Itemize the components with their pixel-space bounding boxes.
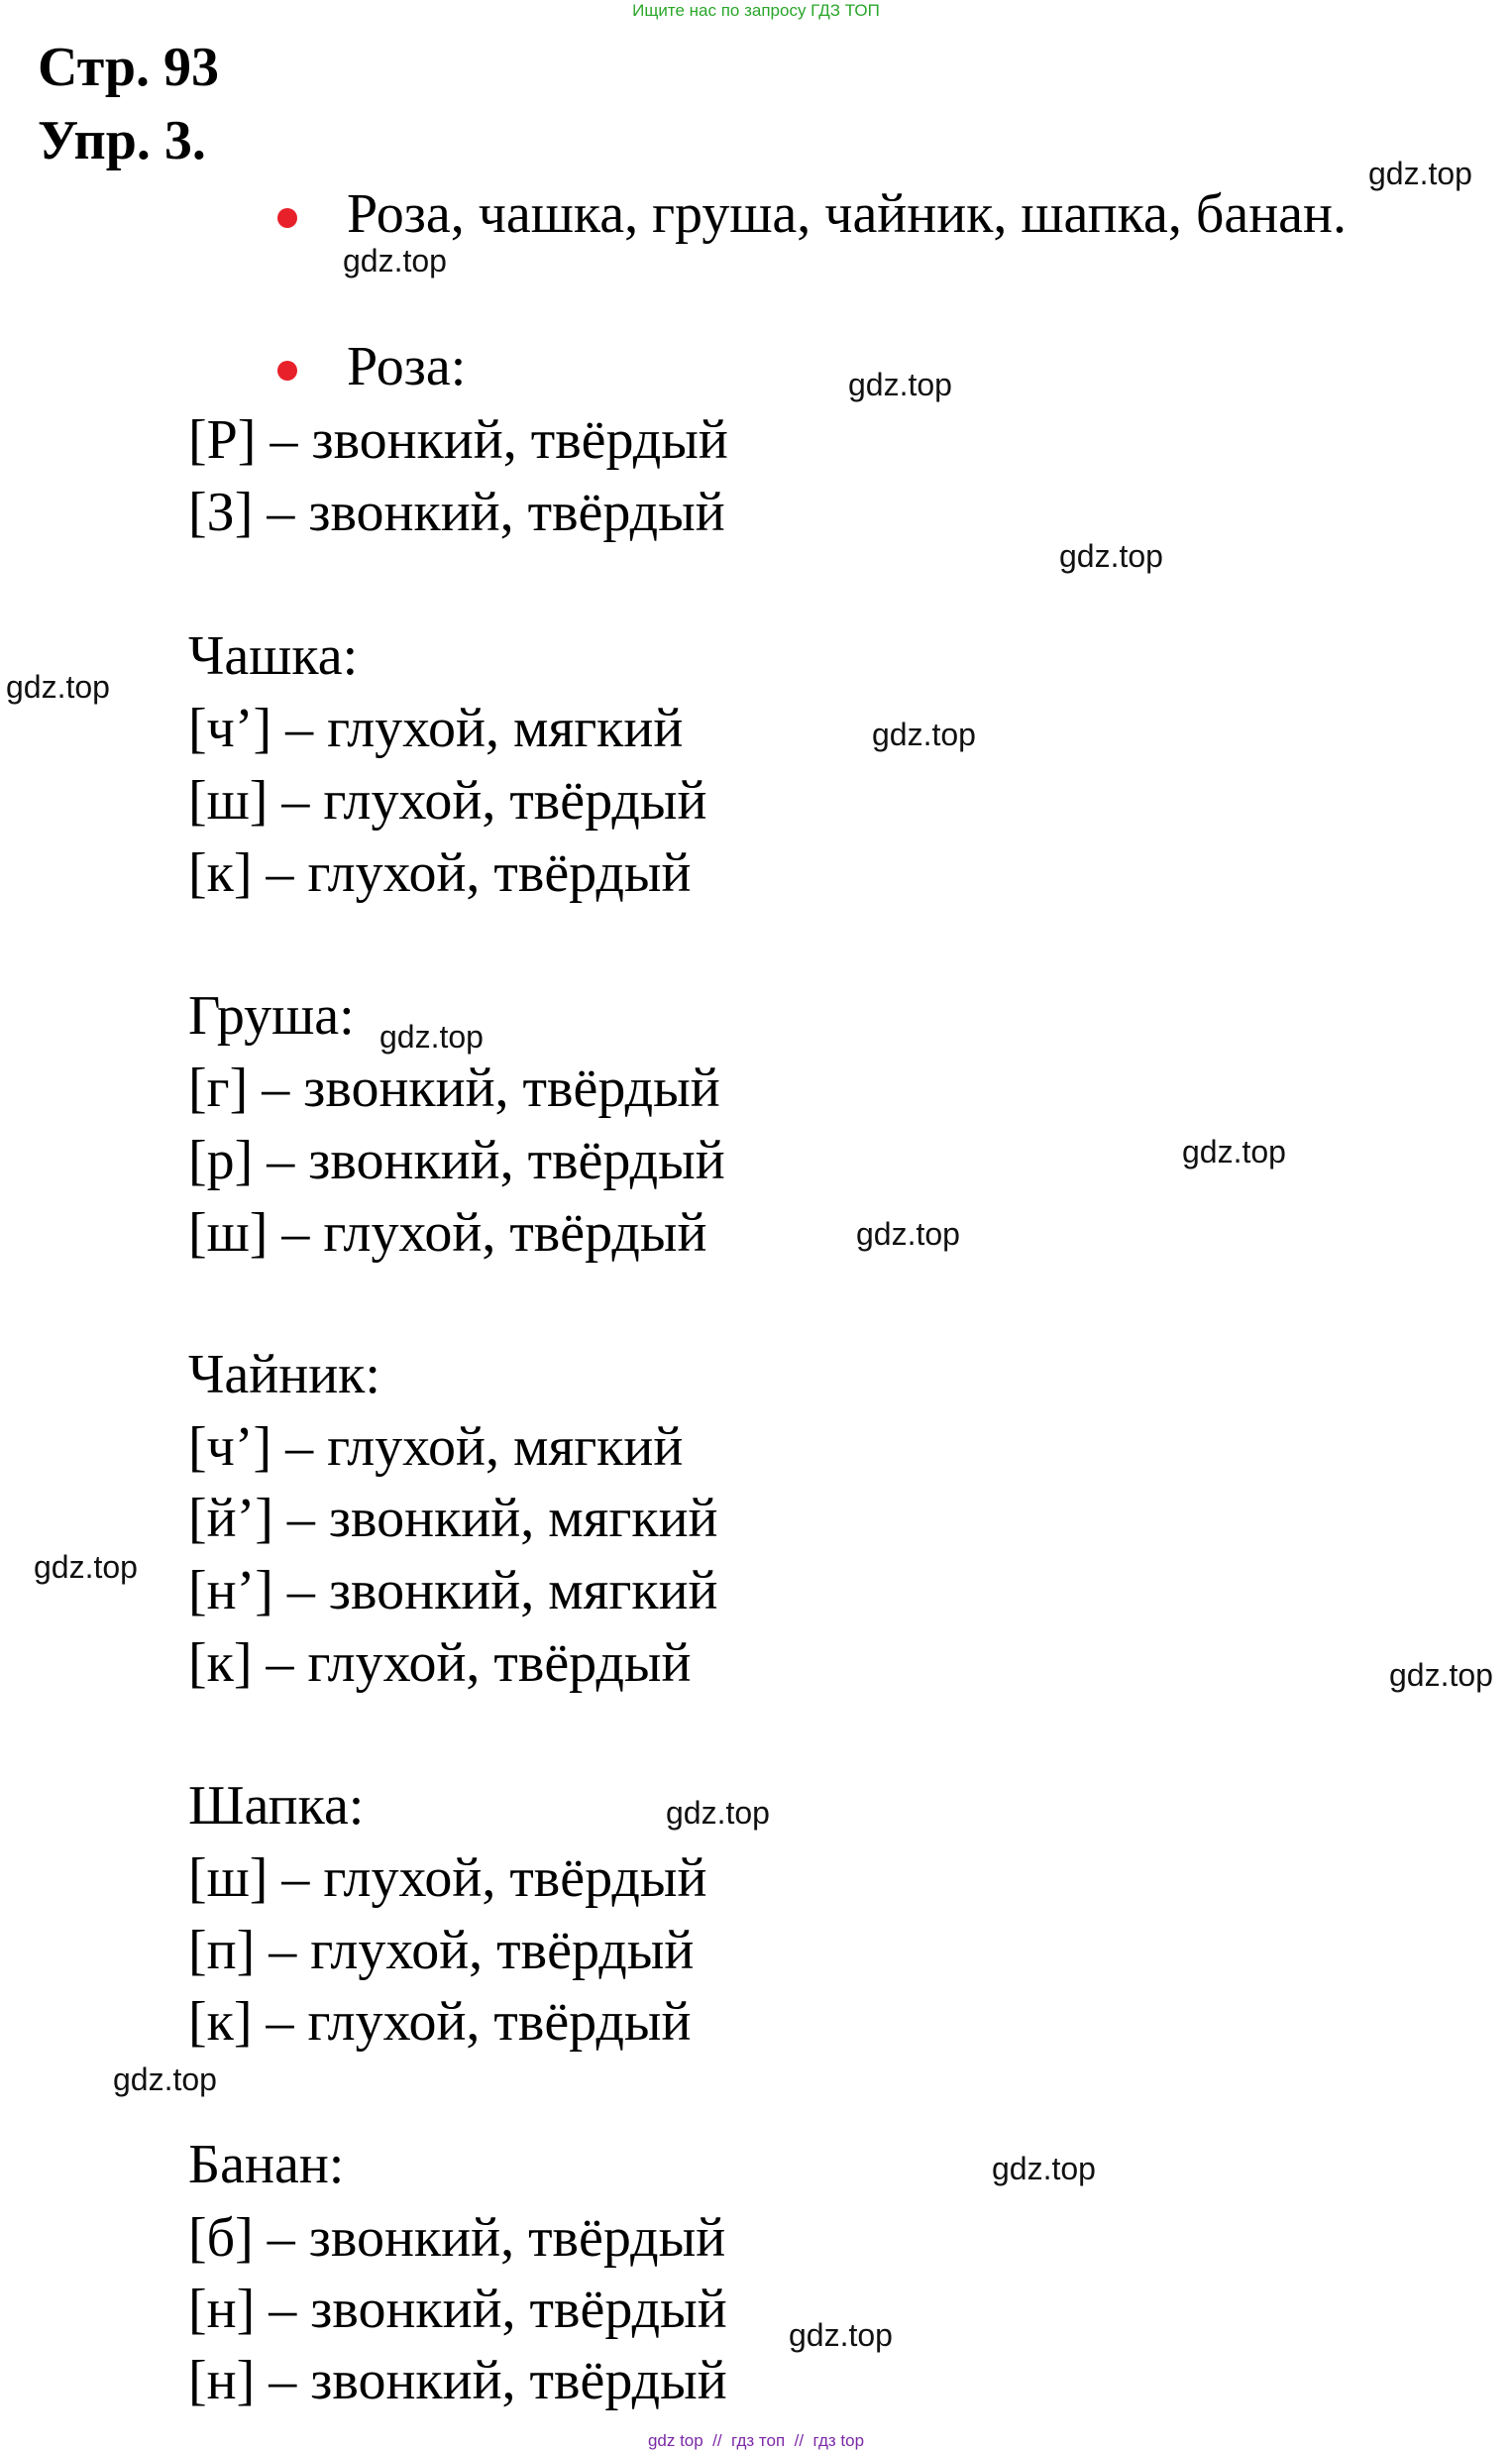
sound-line: [к] – глухой, твёрдый	[188, 842, 692, 904]
watermark: gdz.top	[1182, 1134, 1286, 1170]
group-title: Чашка:	[188, 625, 359, 687]
sound-line: [З] – звонкий, твёрдый	[188, 482, 725, 543]
watermark: gdz.top	[113, 2061, 217, 2097]
watermark: gdz.top	[6, 669, 110, 705]
sound-line: [н] – звонкий, твёрдый	[188, 2350, 727, 2411]
watermark: gdz.top	[379, 1019, 484, 1055]
watermark: gdz.top	[1059, 538, 1163, 574]
sound-line: [н] – звонкий, твёрдый	[188, 2279, 727, 2340]
sound-line: [й’] – звонкий, мягкий	[188, 1488, 718, 1549]
group-title: Шапка:	[188, 1775, 365, 1837]
sound-line: [п] – глухой, твёрдый	[188, 1920, 695, 1981]
bullet-icon	[277, 361, 297, 381]
sound-line: [б] – звонкий, твёрдый	[188, 2207, 726, 2269]
group-title: Банан:	[188, 2134, 345, 2195]
bullet-icon	[277, 208, 297, 228]
footer-links: gdz top // гдз топ // гдз top	[647, 2431, 865, 2450]
watermark: gdz.top	[343, 243, 447, 279]
sound-line: [ч’] – глухой, мягкий	[188, 1416, 684, 1478]
watermark: gdz.top	[789, 2317, 893, 2353]
sound-line: [ч’] – глухой, мягкий	[188, 698, 684, 759]
watermark: gdz.top	[34, 1549, 138, 1585]
group-title: Чайник:	[188, 1344, 380, 1405]
group-title: Груша:	[188, 985, 355, 1047]
sound-line: [к] – глухой, твёрдый	[188, 1991, 692, 2053]
page-number: Стр. 93	[38, 37, 220, 98]
sound-line: [р] – звонкий, твёрдый	[188, 1130, 725, 1191]
watermark: gdz.top	[856, 1216, 960, 1252]
watermark: gdz.top	[666, 1795, 770, 1831]
top-banner: Ищите нас по запросу ГДЗ ТОП	[632, 1, 880, 20]
sound-line: [г] – звонкий, твёрдый	[188, 1058, 720, 1119]
sound-line: [Р] – звонкий, твёрдый	[188, 409, 728, 471]
watermark: gdz.top	[872, 717, 976, 752]
group-title: Роза:	[347, 336, 467, 397]
watermark: gdz.top	[848, 367, 952, 402]
sound-line: [к] – глухой, твёрдый	[188, 1632, 692, 1694]
watermark: gdz.top	[1389, 1657, 1493, 1693]
sound-line: [ш] – глухой, твёрдый	[188, 1202, 707, 1264]
sound-line: [н’] – звонкий, мягкий	[188, 1560, 718, 1621]
sound-line: [ш] – глухой, твёрдый	[188, 770, 707, 832]
watermark: gdz.top	[1368, 156, 1472, 191]
exercise-number: Упр. 3.	[38, 110, 206, 171]
sound-line: [ш] – глухой, твёрдый	[188, 1847, 707, 1909]
words-list: Роза, чашка, груша, чайник, шапка, банан.	[347, 183, 1347, 245]
watermark: gdz.top	[992, 2151, 1096, 2186]
